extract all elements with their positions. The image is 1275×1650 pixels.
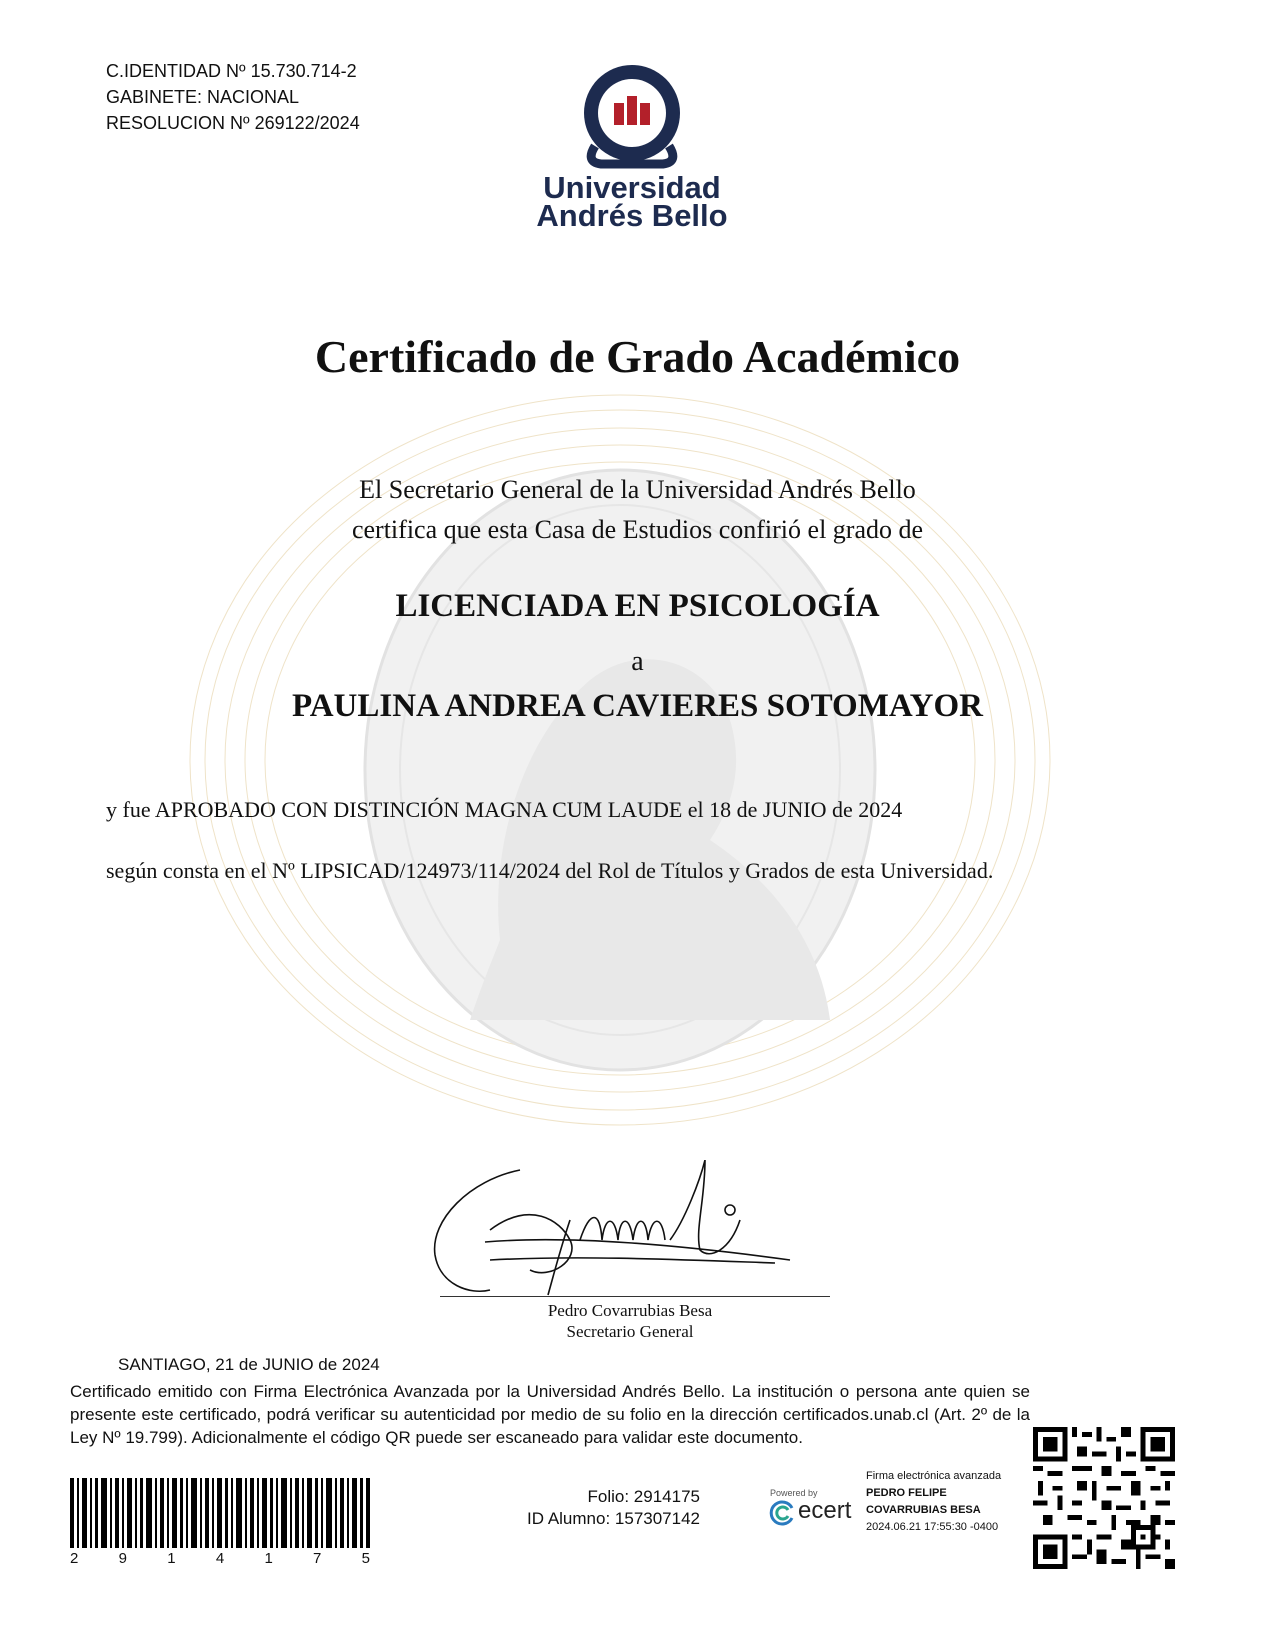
barcode-digit: 5 [361, 1550, 370, 1567]
barcode-digit: 1 [167, 1550, 176, 1567]
registry-line: según consta en el Nº LIPSICAD/124973/114/2024 del Rol de Títulos y Grados de esta Universidad. [106, 858, 994, 883]
folio-block [480, 1486, 700, 1530]
ecert-logo-icon [768, 1500, 798, 1526]
intro-line-1: El Secretario General de la Universidad Andrés Bello [359, 475, 916, 504]
esig-name-line1: PEDRO FELIPE [866, 1487, 947, 1499]
intro-text [0, 470, 1275, 550]
barcode-digits [70, 1550, 370, 1567]
barcode-digit: 4 [215, 1550, 225, 1567]
barcode-digit: 9 [118, 1550, 127, 1567]
recipient-name: PAULINA ANDREA CAVIERES SOTOMAYOR [291, 688, 984, 724]
logo-line2: Andrés Bello [536, 198, 728, 233]
ecert-brand: ecert [798, 1497, 852, 1524]
header-info [106, 58, 360, 136]
signatory-block [470, 1300, 790, 1342]
resolution-number: RESOLUCION Nº 269122/2024 [106, 113, 360, 133]
place-date: SANTIAGO, 21 de JUNIO de 2024 [118, 1355, 380, 1374]
barcode [70, 1478, 370, 1548]
signatory-name: Pedro Covarrubias Besa [547, 1301, 713, 1320]
esig-timestamp: 2024.06.21 17:55:30 -0400 [866, 1521, 999, 1533]
approval-line: y fue APROBADO CON DISTINCIÓN MAGNA CUM LAUDE el 18 de JUNIO de 2024 [106, 797, 903, 822]
esig-label: Firma electrónica avanzada [866, 1470, 1002, 1482]
barcode-digit: 1 [264, 1550, 273, 1567]
esig-name-line2: COVARRUBIAS BESA [866, 1504, 981, 1516]
barcode-digit: 2 [70, 1550, 79, 1567]
barcode-digit: 7 [313, 1550, 322, 1567]
student-id: ID Alumno: 157307142 [527, 1509, 700, 1528]
disclaimer-text: Certificado emitido con Firma Electrónica Avanzada por la Universidad Andrés Bello. La institución o persona ante quien se presente este certificado, podrá verificar su autenticidad por medio de su folio en la dirección certificados.unab.cl (Art. 2º de la Ley Nº 19.799). Adicionalmente el código QR puede ser escaneado para validar este documento. [70, 1382, 1030, 1447]
university-logo [525, 58, 740, 243]
powered-by-label: Powered by [770, 1488, 818, 1498]
qr-code[interactable] [1033, 1427, 1175, 1569]
folio-number: Folio: 2914175 [587, 1487, 700, 1506]
handwritten-signature [430, 1160, 830, 1310]
signature-line [440, 1296, 830, 1297]
certificate-title: Certificado de Grado Académico [314, 331, 961, 382]
degree-name: LICENCIADA EN PSICOLOGÍA [395, 588, 880, 624]
logo-line1: Universidad [543, 170, 721, 205]
electronic-signature [866, 1468, 1001, 1536]
conjunction: a [631, 646, 644, 677]
intro-line-2: certifica que esta Casa de Estudios confirió el grado de [351, 515, 924, 544]
office: GABINETE: NACIONAL [106, 87, 300, 107]
signatory-role: Secretario General [566, 1322, 694, 1341]
identity-number: C.IDENTIDAD Nº 15.730.714-2 [106, 61, 357, 81]
